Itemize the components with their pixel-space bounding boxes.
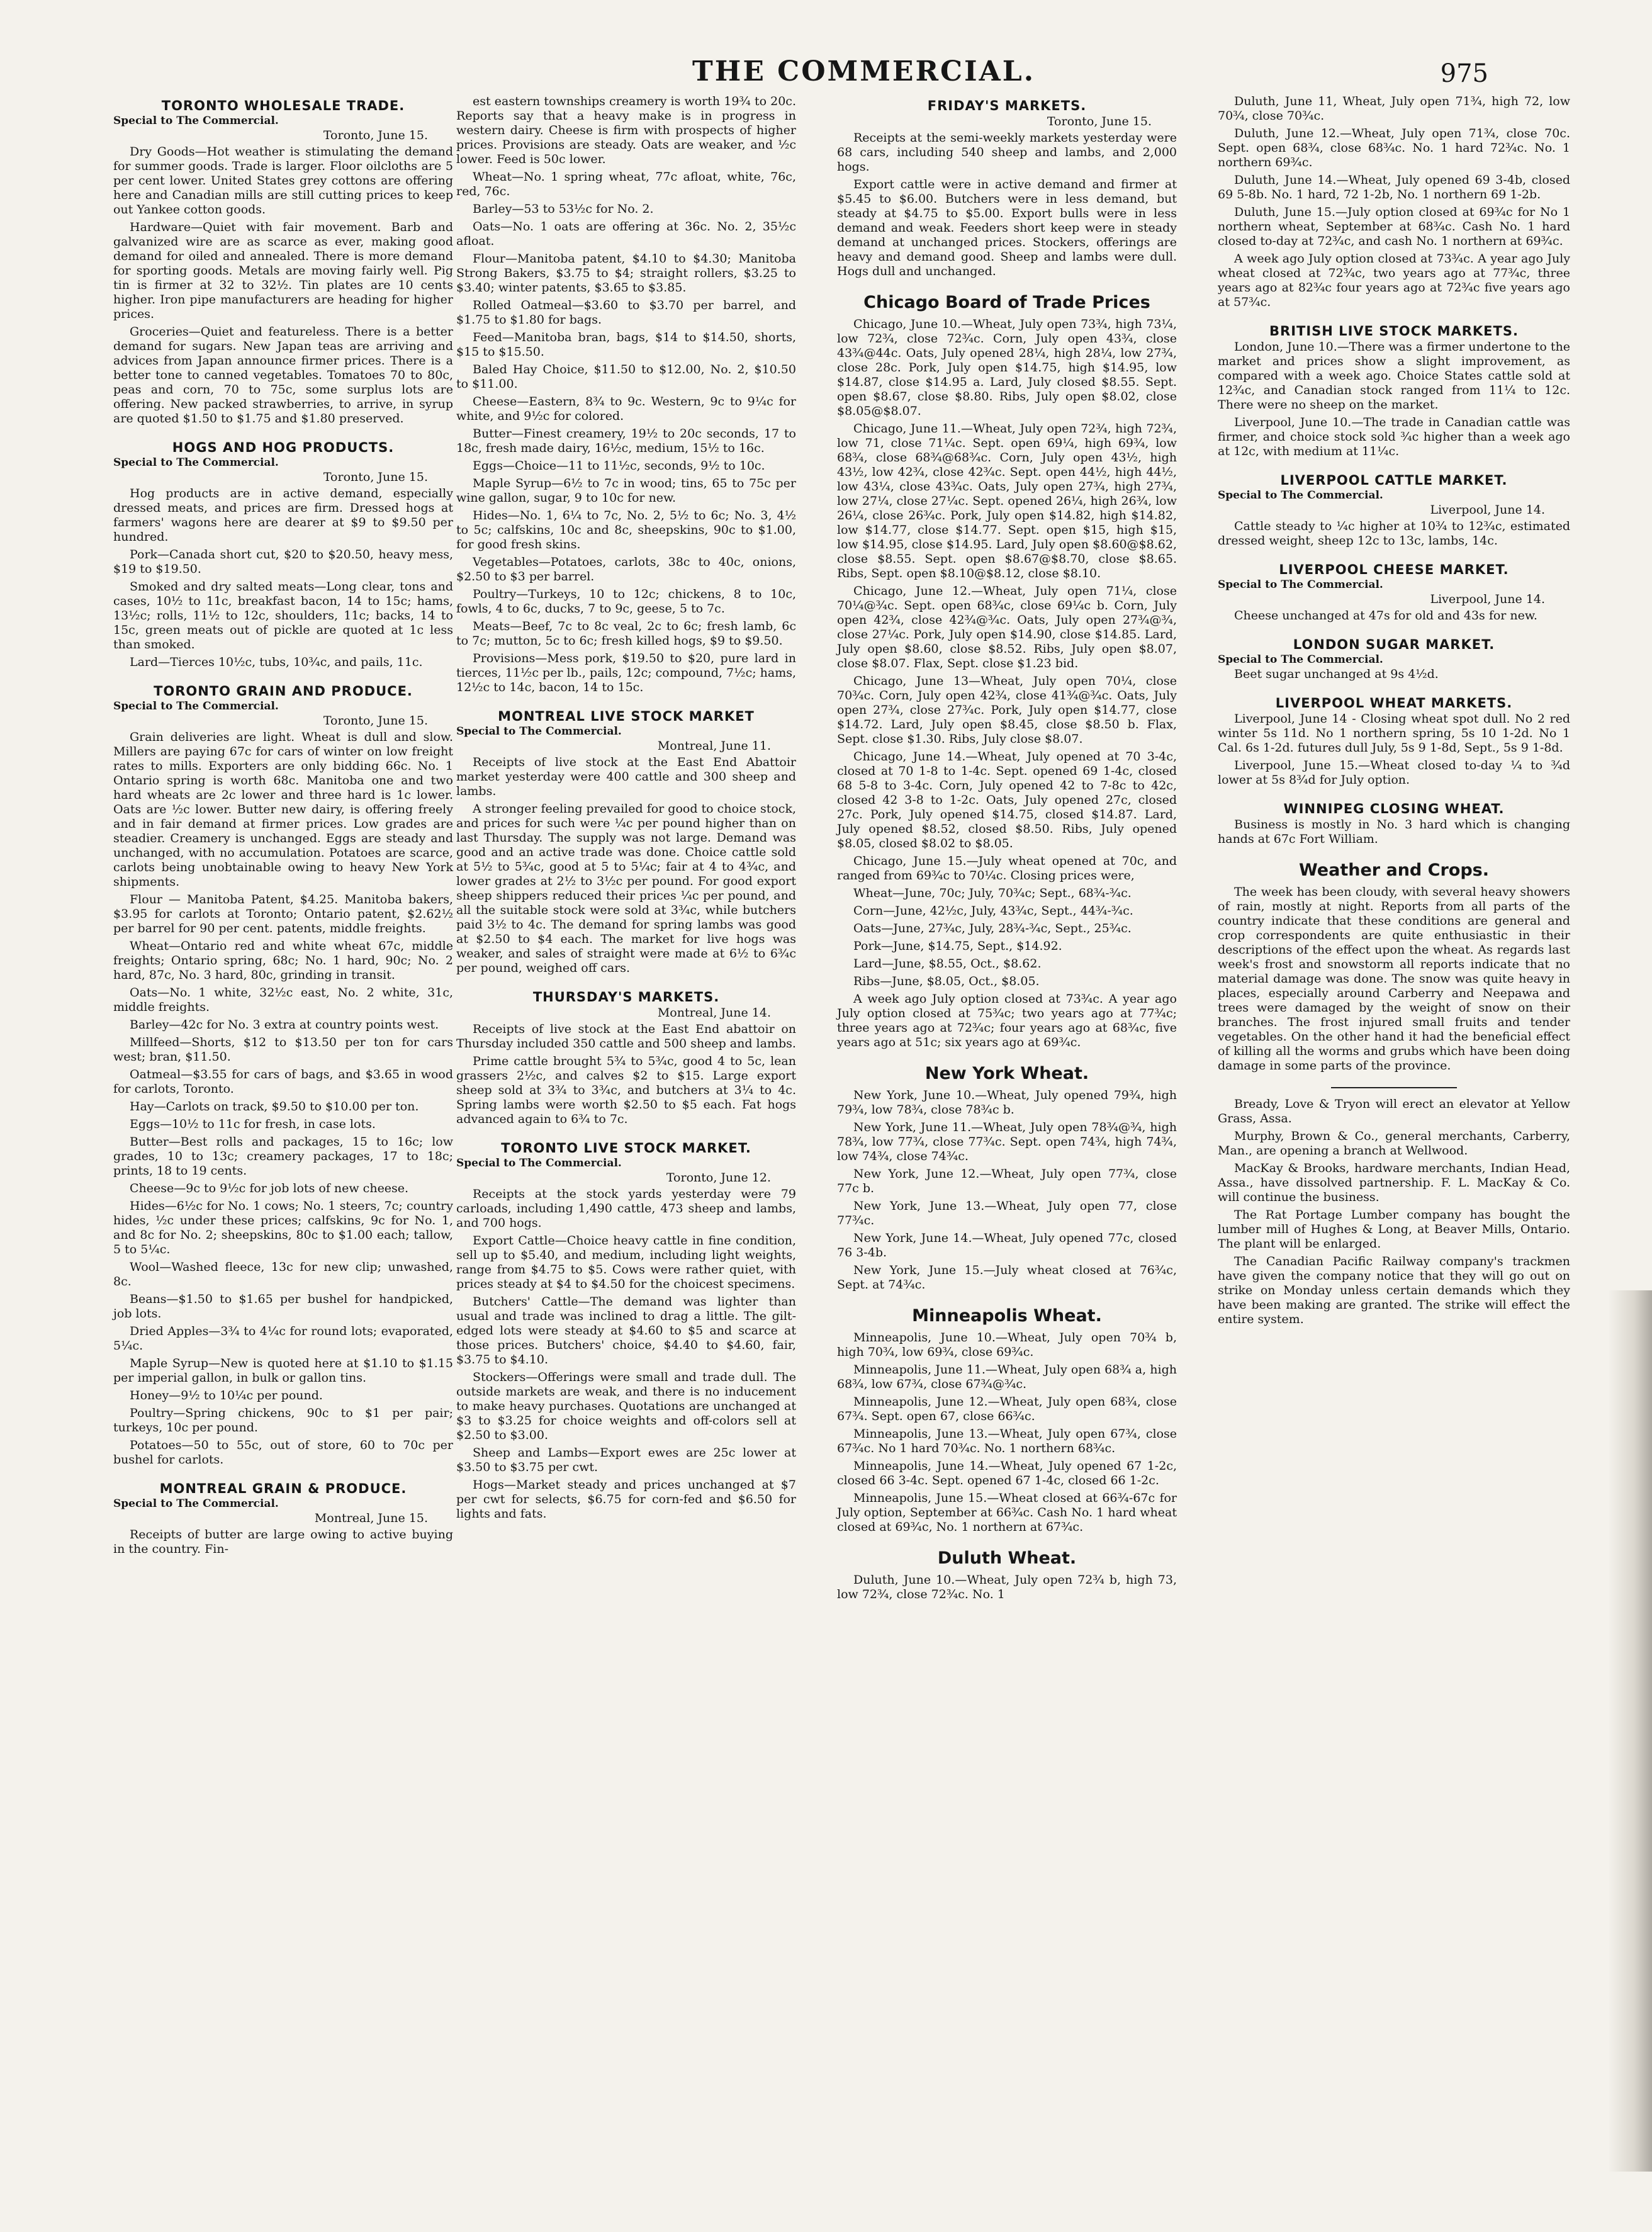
article-paragraph: Barley—53 to 53½c for No. 2. [473, 202, 654, 216]
article-paragraph: A week ago July option closed at 73¾c. A year ago July option closed at 75¾c; two years ago at 77¾c; three years ago at 72¾c; four years ago at 68¾c, five years ago at 51c; six years ago at 69¾c. [837, 992, 1177, 1049]
article-paragraph: New York, June 12.—Wheat, July open 77¾, close 77c b. [837, 1167, 1177, 1195]
article-headline: MONTREAL GRAIN & PRODUCE. [159, 1481, 407, 1496]
article-paragraph: Prime cattle brought 5¾ to 5¾c, good 4 to 5c, lean grassers 2½c, and calves $2 to $15. Large export sheep sold at 3¾ to 3¾c, and butchers at 3¼ to 4c. Spring lambs were worth $2.50 to $5 each. Fat hogs advanced again to 6¾ to 7c. [456, 1054, 796, 1126]
article-paragraph: Murphy, Brown & Co., general merchants, Carberry, Man., are opening a branch at Wellwood. [1218, 1129, 1570, 1158]
article-paragraph: Duluth, June 14.—Wheat, July opened 69 3-4b, closed 69 5-8b. No. 1 hard, 72 1-2b, No. 1 northern 69 1-2b. [1218, 173, 1570, 201]
article-paragraph: Duluth, June 12.—Wheat, July open 71¾, close 70c. Sept. open 68¾, close 68¾c. No. 1 hard 72¾c. No. 1 northern 69¾c. [1218, 127, 1570, 169]
article-headline: Minneapolis Wheat. [912, 1306, 1102, 1326]
article-paragraph: London, June 10.—There was a firmer undertone to the market and prices show a slight improvement, as compared with a week ago. Choice States cattle sold at 12¾c, and Canadian stock ranged from 11¼ to 12c. There were no sheep on the market. [1218, 340, 1570, 412]
article-paragraph: The week has been cloudy, with several heavy showers of rain, mostly at night. Reports from all parts of the country indicate that these conditions are general and crop correspondents are quite enthusiastic in their descriptions of the effect upon the wheat. As regards last week's frost and snowstorm all reports indicate that no material damage was done. The snow was quite heavy in places, especially around Carberry and Neepawa and trees were damaged by the weight of snow on their branches. The frost injured small fruits and tender vegetables. On the other hand it had the beneficial effect of killing all the worms and grubs which have been doing damage in some parts of the province. [1218, 885, 1570, 1073]
article [837, 1548, 1177, 1602]
article-paragraph: Cheese—Eastern, 8¾ to 9c. Western, 9c to 9¼c for white, and 9½c for colored. [456, 395, 796, 423]
article-paragraph: Duluth, June 15.—July option closed at 69¾c for No 1 northern wheat, September at 68¾c. Cash No. 1 hard closed to-day at 72¾c, and cash No. 1 northern at 69¾c. [1218, 205, 1570, 248]
article-paragraph: Poultry—Turkeys, 10 to 12c; chickens, 8 to 10c, fowls, 4 to 6c, ducks, 7 to 9c, geese, 5 to 7c. [456, 587, 796, 616]
article-byline: Special to The Commercial. [1218, 578, 1383, 591]
article-paragraph: Pork—June, $14.75, Sept., $14.92. [853, 939, 1062, 953]
article-paragraph: Export cattle were in active demand and firmer at $5.45 to $6.00. Butchers were in less demand, but steady at $4.75 to $5.00. Export bulls were in less demand and weak. Feeders short keep were in steady demand at unchanged prices. Stockers, offerings are heavy and demand good. Sheep and lambs were dull. Hogs dull and unchanged. [837, 178, 1177, 278]
article-byline: Special to The Commercial. [1218, 489, 1383, 502]
article-paragraph: Duluth, June 11, Wheat, July open 71¾, high 72, low 70¾, close 70¾c. [1218, 94, 1570, 123]
article [1218, 324, 1570, 459]
article-paragraph: The Canadian Pacific Railway company's trackmen have given the company notice that they will go out on strike on Monday unless certain demands which they have been making are granted. The strike will effect the entire system. [1218, 1254, 1570, 1326]
article-headline: HOGS AND HOG PRODUCTS. [172, 440, 395, 455]
article-paragraph: Minneapolis, June 14.—Wheat, July opened 67 1-2c, closed 66 3-4c. Sept. opened 67 1-4c, closed 66 1-2c. [837, 1459, 1177, 1487]
article-paragraph: Smoked and dry salted meats—Long clear, tons and cases, 10½ to 11c, breakfast bacon, 14 to 15c; hams, 13½c; rolls, 11½ to 12c, shoulders, 11c; backs, 14 to 15c, green meats out of pickle are quoted at 1c less than smoked. [113, 580, 453, 651]
article-paragraph: Liverpool, June 14 - Closing wheat spot dull. No 2 red winter 5s 11d. No 1 northern spring, 5s 10 1-2d. No 1 Cal. 6s 1-2d. futures dull July, 5s 9 1-8d, Sept., 5s 9 1-8d. [1218, 712, 1570, 755]
article-paragraph: Hides—6½c for No. 1 cows; No. 1 steers, 7c; country hides, ½c under these prices; calfskins, 9c for No. 1, and 8c for No. 2; sheepskins, 80c to $1.00 each; tallow, 5 to 5¼c. [113, 1199, 453, 1256]
article-headline: Duluth Wheat. [937, 1548, 1077, 1568]
article [1218, 1087, 1570, 1327]
article-dateline: Montreal, June 11. [657, 739, 771, 753]
article [1218, 696, 1570, 787]
article-paragraph: Millfeed—Shorts, $12 to $13.50 per ton for cars west; bran, $11.50. [113, 1035, 453, 1064]
article-paragraph: Meats—Beef, 7c to 8c veal, 2c to 6c; fresh lamb, 6c to 7c; mutton, 5c to 6c; fresh killed hogs, $9 to $9.50. [456, 619, 796, 648]
article-paragraph: Hides—No. 1, 6¼ to 7c, No. 2, 5½ to 6c; No. 3, 4½ to 5c; calfskins, 10c and 8c, sheepskins, 90c to $1.00, for good fresh skins. [456, 509, 796, 551]
article-paragraph: Minneapolis, June 10.—Wheat, July open 70¾ b, high 70¾, low 69¾, close 69¾c. [837, 1331, 1177, 1359]
article-headline: Chicago Board of Trade Prices [863, 293, 1150, 312]
article-paragraph: Butchers' Cattle—The demand was lighter than usual and trade was inclined to drag a little. The gilt-edged lots were steady at $4.60 to $5 and scarce at those prices. Butchers' choice, $4.40 to $4.60, fair, $3.75 to $4.10. [456, 1295, 796, 1367]
article-paragraph: Eggs—10½ to 11c for fresh, in case lots. [130, 1117, 376, 1131]
article-headline: LIVERPOOL CATTLE MARKET. [1280, 473, 1508, 488]
article-paragraph: Hay—Carlots on track, $9.50 to $10.00 per ton. [130, 1100, 419, 1113]
column-4 [1218, 94, 1570, 1341]
article-dateline: Liverpool, June 14. [1430, 503, 1545, 517]
article-headline: WINNIPEG CLOSING WHEAT. [1283, 801, 1505, 816]
article-dateline: Toronto, June 15. [323, 714, 428, 728]
article-paragraph: Lard—Tierces 10½c, tubs, 10¾c, and pails, 11c. [130, 655, 423, 669]
article-paragraph: Vegetables—Potatoes, carlots, 38c to 40c, onions, $2.50 to $3 per barrel. [456, 555, 796, 583]
article-paragraph: Cheese unchanged at 47s for old and 43s for new. [1234, 609, 1537, 623]
article-paragraph: Baled Hay Choice, $11.50 to $12.00, No. 2, $10.50 to $11.00. [456, 363, 796, 391]
article-paragraph: Barley—42c for No. 3 extra at country points west. [130, 1018, 439, 1032]
article-paragraph: Oatmeal—$3.55 for cars of bags, and $3.65 in wood for carlots, Toronto. [113, 1068, 453, 1096]
article-byline: Special to The Commercial. [1218, 653, 1383, 666]
article-dateline: Toronto, June 15. [323, 128, 428, 142]
article-headline: LIVERPOOL CHEESE MARKET. [1279, 562, 1509, 577]
article-paragraph: Business is mostly in No. 3 hard which is changing hands at 67c Fort William. [1218, 818, 1570, 846]
article-byline: Special to The Commercial. [456, 725, 622, 738]
article-paragraph: Receipts at the semi-weekly markets yesterday were 68 cars, including 540 sheep and lambs, and 2,000 hogs. [837, 131, 1177, 174]
article-dateline: Toronto, June 15. [1047, 115, 1152, 128]
article [1218, 473, 1570, 548]
article-paragraph: Bready, Love & Tryon will erect an elevator at Yellow Grass, Assa. [1218, 1097, 1570, 1125]
article-byline: Special to The Commercial. [113, 456, 279, 469]
article [1218, 860, 1570, 1073]
article-paragraph: Stockers—Offerings were small and trade dull. The outside markets are weak, and there is no inducement to make heavy purchases. Quotations are unchanged at $3 to $3.25 for choice weights and off-colors sell at $2.50 to $3.00. [456, 1370, 796, 1442]
article-paragraph: Hogs—Market steady and prices unchanged at $7 per cwt for selects, $6.75 for corn-fed and $6.50 for lights and fats. [456, 1478, 796, 1521]
article-paragraph: Dried Apples—3¾ to 4¼c for round lots; evaporated, 5¼c. [113, 1324, 453, 1353]
article-dateline: Montreal, June 15. [314, 1511, 428, 1525]
article-dateline: Toronto, June 15. [323, 470, 428, 484]
article-paragraph: Provisions—Mess pork, $19.50 to $20, pure lard in tierces, 11½c per lb., pails, 12c; compound, 7½c; hams, 12½c to 14c, bacon, 14 to 15c. [456, 651, 797, 694]
column-3 [837, 94, 1177, 1616]
article-paragraph: Minneapolis, June 12.—Wheat, July open 68¾, close 67¾. Sept. open 67, close 66¾c. [837, 1395, 1177, 1423]
article [456, 94, 796, 695]
article-headline: LIVERPOOL WHEAT MARKETS. [1275, 696, 1513, 711]
article [113, 684, 453, 1467]
article [1218, 562, 1570, 623]
article-paragraph: Wheat—June, 70c; July, 70¾c; Sept., 68¾-¾c. [853, 886, 1132, 900]
article-paragraph: Duluth, June 10.—Wheat, July open 72¾ b, high 73, low 72¾, close 72¾c. No. 1 [837, 1573, 1177, 1601]
article-paragraph: New York, June 11.—Wheat, July open 78¾@¾, high 78¾, low 77¾, close 77¾c. Sept. open 74¾, high 74¾, low 74¾, close 74¾c. [837, 1120, 1177, 1163]
article-headline: Weather and Crops. [1298, 860, 1489, 880]
article-paragraph: Sheep and Lambs—Export ewes are 25c lower at $3.50 to $3.75 per cwt. [456, 1446, 796, 1474]
article-paragraph: Ribs—June, $8.05, Oct., $8.05. [853, 974, 1040, 988]
article-paragraph: Receipts at the stock yards yesterday were 79 carloads, including 1,490 cattle, 473 sheep and lambs, and 700 hogs. [456, 1187, 796, 1230]
article-paragraph: Wheat—Ontario red and white wheat 67c, middle freights; Ontario spring, 68c; No. 1 hard, 90c; No. 2 hard, 87c, No. 3 hard, 80c, grinding in transit. [113, 939, 453, 982]
article-headline: BRITISH LIVE STOCK MARKETS. [1269, 324, 1519, 339]
article [456, 709, 796, 976]
article-headline: LONDON SUGAR MARKET. [1293, 637, 1495, 652]
article-paragraph: New York, June 13.—Wheat, July open 77, close 77¾c. [837, 1199, 1177, 1227]
article-paragraph: Hardware—Quiet with fair movement. Barb and galvanized wire are as scarce as ever, making good demand for oiled and annealed. There is more demand for sporting goods. Metals are moving fairly well. Pig tin is firmer at 32 to 32½. Tin plates are 10 cents higher. Iron pipe manufacturers are heading for higher prices. [113, 220, 453, 321]
article-dateline: Montreal, June 14. [657, 1006, 771, 1020]
article [456, 989, 796, 1127]
article-paragraph: Minneapolis, June 15.—Wheat closed at 66¾-67c for July option, September at 66¾c. Cash No. 1 hard wheat closed at 69¾c, No. 1 northern at 67¾c. [837, 1491, 1177, 1534]
article [1218, 94, 1570, 310]
article-byline: Special to The Commercial. [113, 115, 279, 127]
article [837, 1064, 1177, 1292]
article-paragraph: Export Cattle—Choice heavy cattle in fine condition, sell up to $5.40, and medium, including light weights, range from $4.75 to $5. Cows were rather quiet, with prices steady at $4 to $4.50 for the choicest specimens. [456, 1234, 796, 1291]
article-headline: THURSDAY'S MARKETS. [532, 989, 720, 1005]
article-paragraph: Receipts of live stock at the East End abattoir on Thursday included 350 cattle and 500 sheep and lambs. [456, 1022, 796, 1051]
article [837, 98, 1177, 279]
article-paragraph: Butter—Finest creamery, 19½ to 20c seconds, 17 to 18c, fresh made dairy, 16½c, medium, 15½ to 16c. [456, 427, 796, 455]
article-byline: Special to The Commercial. [113, 700, 279, 713]
article-paragraph: Cattle steady to ¼c higher at 10¾ to 12¾c, estimated dressed weight, sheep 12c to 13c, lambs, 14c. [1218, 519, 1570, 548]
article-headline: TORONTO LIVE STOCK MARKET. [501, 1141, 751, 1156]
article [113, 98, 453, 426]
article-paragraph: Oats—No. 1 oats are offering at 36c. No. 2, 35½c afloat. [456, 220, 796, 248]
article-headline: TORONTO GRAIN AND PRODUCE. [154, 684, 413, 699]
article-paragraph: New York, June 10.—Wheat, July opened 79¾, high 79¾, low 78¾, close 78¾c b. [837, 1088, 1177, 1117]
article-byline: Special to The Commercial. [456, 1157, 622, 1170]
article-paragraph: Chicago, June 10.—Wheat, July open 73¾, high 73¼, low 72¾, close 72¾c. Corn, July open 43¾, close 43¾@44c. Oats, July opened 28¼, high 28¼, low 27¾, close 28c. Pork, July open $14.75, high $14.95, low $14.87, close $14.95 a. Lard, July closed $8.55. Sept. open $8.67, close $8.80. Ribs, July open $8.02, close $8.05@$8.07. [837, 317, 1177, 418]
article [113, 1481, 453, 1557]
article-paragraph: Liverpool, June 15.—Wheat closed to-day ¼ to ¾d lower at 5s 8¾d for July option. [1218, 758, 1570, 787]
article-paragraph: Flour — Manitoba Patent, $4.25. Manitoba bakers, $3.95 for carlots at Toronto; Ontario patent, $2.62½ per barrel for 90 per cent. patents, middle freights. [113, 893, 453, 935]
article-paragraph: Chicago, June 11.—Wheat, July open 72¾, high 72¾, low 71, close 71¼c. Sept. open 69¼, high 69¾, low 68¾, close 68¾@68¾c. Corn, July open 43½, high 43½, low 42¾, close 42¾c. Sept. open 44½, high 44½, low 43¼, close 43¾c. Oats, July open 27¾, high 27¾, low 27¼, close 27¼c. Sept. opened 26¼, high 26¾, low 26¼, close 26¾c. Pork, July open $14.82, high $14.82, low $14.77, close $14.77. Sept. open $15, high $15, low $14.95, close $14.95. Lard, July open $8.60@$8.62, close $8.55. Sept. open $8.67@$8.70, close $8.65. Ribs, Sept. open $8.10@$8.12, close $8.10. [837, 422, 1177, 580]
article-paragraph: Flour—Manitoba patent, $4.10 to $4.30; Manitoba Strong Bakers, $3.75 to $4; straight rollers, $3.25 to $3.40; winter patents, $3.65 to $3.85. [456, 252, 796, 295]
article-paragraph: Cheese—9c to 9½c for job lots of new cheese. [130, 1181, 409, 1195]
article-paragraph: Wool—Washed fleece, 13c for new clip; unwashed, 8c. [113, 1260, 453, 1288]
article-paragraph: Receipts of butter are large owing to active buying in the country. Fin- [113, 1528, 453, 1556]
article [1218, 801, 1570, 847]
article-headline: FRIDAY'S MARKETS. [927, 98, 1087, 113]
article-paragraph: Minneapolis, June 13.—Wheat, July open 67¾, close 67¾c. No 1 hard 70¾c. No. 1 northern 68¾c. [837, 1427, 1177, 1455]
article-paragraph: Wheat—No. 1 spring wheat, 77c afloat, white, 76c, red, 76c. [456, 170, 796, 198]
article [113, 440, 453, 670]
article-paragraph: Oats—June, 27¾c, July, 28¾-¾c, Sept., 25¾c. [853, 922, 1132, 935]
article-paragraph: Maple Syrup—New is quoted here at $1.10 to $1.15 per imperial gallon, in bulk or gallon tins. [113, 1356, 453, 1385]
article-headline: MONTREAL LIVE STOCK MARKET [498, 709, 755, 724]
article-paragraph: Groceries—Quiet and featureless. There is a better demand for sugars. New Japan teas are arriving and advices from Japan announce firmer prices. There is a better tone to canned vegetables. Tomatoes 70 to 80c, peas and corn, 70 to 75c, some surplus lots are offering. New packed strawberries, to arrive, in syrup are quoted $1.50 to $1.75 and $1.80 preserved. [113, 325, 453, 426]
article-paragraph: Potatoes—50 to 55c, out of store, 60 to 70c per bushel for carlots. [113, 1438, 453, 1467]
article-dateline: Liverpool, June 14. [1430, 592, 1545, 606]
article-paragraph: Honey—9½ to 10¼c per pound. [130, 1389, 323, 1402]
article-paragraph: A stronger feeling prevailed for good to choice stock, and prices for such were ¼c per pound higher than on last Thursday. The supply was not large. Demand was good and an active trade was done. Choice cattle sold at 5½ to 5¾c, good at 5 to 5¼c; fair at 4 to 4¾c, and lower grades at 2½ to 3½c per pound. For good export sheep shippers reduced their prices ¼c per pound, and all the suitable stock were sold at 3¾c, while butchers paid 3½ to 4c. The demand for spring lambs was good at $2.50 to $4 each. The market for live hogs was weaker, and sales of straight were made at 6½ to 6¾c per pound, weighed off cars. [456, 802, 796, 975]
article-paragraph: Chicago, June 13—Wheat, July open 70¼, close 70¾c. Corn, July open 42¾, close 41¾@¾c. Oats, July open 27¾, close 27¾c. Pork, July open $14.77, close $14.72. Lard, July open $8.45, close $8.50 b. Flax, Sept. close $1.30. Ribs, July close $8.07. [837, 674, 1177, 746]
article-paragraph: Receipts of live stock at the East End Abattoir market yesterday were 400 cattle and 300 sheep and lambs. [456, 755, 796, 798]
article-paragraph: Pork—Canada short cut, $20 to $20.50, heavy mess, $19 to $19.50. [113, 548, 453, 576]
article [837, 293, 1177, 1050]
article-paragraph: MacKay & Brooks, hardware merchants, Indian Head, Assa., have dissolved partnership. F. L. MacKay & Co. will continue the business. [1218, 1161, 1570, 1204]
article-paragraph: Beans—$1.50 to $1.65 per bushel for handpicked, job lots. [113, 1292, 453, 1321]
article-paragraph: Grain deliveries are light. Wheat is dull and slow. Millers are paying 67c for cars of winter on low freight rates to mills. Exporters are only bidding 66c. No. 1 Ontario spring is worth 68c. Manitoba one and two hard wheats are 2c lower and three hard is 1c lower. Oats are ½c lower. Butter new dairy, is offering freely and in fair demand at firmer prices. Low grades are steadier. Creamery is unchanged. Eggs are steady and unchanged, with no accumulation. Potatoes are scarce, carlots being unobtainable owing to heavy New York shipments. [113, 730, 453, 889]
article-headline: TORONTO WHOLESALE TRADE. [161, 98, 405, 113]
article-paragraph: Eggs—Choice—11 to 11½c, seconds, 9½ to 10c. [473, 459, 765, 473]
article-paragraph: Feed—Manitoba bran, bags, $14 to $14.50, shorts, $15 to $15.50. [456, 330, 796, 359]
article-paragraph: New York, June 14.—Wheat, July opened 77c, closed 76 3-4b. [837, 1231, 1177, 1260]
article-paragraph: Chicago, June 14.—Wheat, July opened at 70 3-4c, closed at 70 1-8 to 1-4c. Sept. opened 69 1-4c, closed 68 5-8 to 3-4c. Corn, July opened 42 to 7-8c to 42c, closed 42 3-8 to 1-2c. Oats, July opened 27c, closed 27c. Pork, July opened $14.75, closed $14.87. Lard, July opened $8.52, closed $8.50. Ribs, July opened $8.05, closed $8.02 to $8.05. [837, 750, 1177, 850]
article-byline: Special to The Commercial. [113, 1497, 279, 1510]
article-paragraph: Minneapolis, June 11.—Wheat, July open 68¾ a, high 68¾, low 67¾, close 67¾@¾c. [837, 1363, 1177, 1391]
article-paragraph: Hog products are in active demand, especially dressed meats, and prices are firm. Dressed hogs at farmers' wagons here are dearer at $9 to $9.50 per hundred. [113, 487, 453, 544]
article-dateline: Toronto, June 12. [666, 1171, 771, 1185]
article-paragraph: Chicago, June 12.—Wheat, July open 71¼, close 70¼@¾c. Sept. open 68¾c, close 69¼c b. Corn, July open 42¾, close 42¾@¾c. Oats, July open 27¾@¾, close 27¼c. Pork, July open $14.90, close $14.85. Lard, July open $8.60, close $8.52. Ribs, July open $8.07, close $8.07. Flax, Sept. close $1.23 bid. [837, 584, 1177, 670]
article [837, 1306, 1177, 1535]
article-paragraph: est eastern townships creamery is worth 19¾ to 20c. Reports say that a heavy make is in progress in western dairy. Cheese is firm with prospects of higher prices. Provisions are steady. Oats are weaker, and ½c lower. Feed is 50c lower. [456, 94, 796, 166]
masthead-title: THE COMMERCIAL. [692, 55, 1036, 87]
article [1218, 637, 1570, 682]
article-paragraph: New York, June 15.—July wheat closed at 76¾c, Sept. at 74¾c. [837, 1263, 1177, 1292]
article-paragraph: Rolled Oatmeal—$3.60 to $3.70 per barrel, and $1.75 to $1.80 for bags. [456, 298, 796, 327]
scan-edge-shadow [1608, 1290, 1652, 2172]
article-paragraph: A week ago July option closed at 73¾c. A year ago July wheat closed at 72¾c, two years ago at 77¾c, three years ago at 82¾c four years ago at 72¾c five years ago at 57¾c. [1218, 252, 1570, 309]
article-paragraph: Liverpool, June 10.—The trade in Canadian cattle was firmer, and choice stock sold ¾c higher than a week ago at 12c, with medium at 11¼c. [1218, 415, 1570, 458]
article-paragraph: Maple Syrup—6½ to 7c in wood; tins, 65 to 75c per wine gallon, sugar, 9 to 10c for new. [456, 476, 796, 505]
article-paragraph: Dry Goods—Hot weather is stimulating the demand for summer goods. Trade is larger. Floor oilcloths are 5 per cent lower. United States grey cottons are offering here and Canadian mills are still cutting prices to keep out Yankee cotton goods. [113, 145, 453, 217]
article-paragraph: Chicago, June 15.—July wheat opened at 70c, and ranged from 69¾c to 70¼c. Closing prices were, [837, 854, 1177, 882]
page-number: 975 [1440, 59, 1488, 88]
article-paragraph: Oats—No. 1 white, 32½c east, No. 2 white, 31c, middle freights. [113, 986, 453, 1014]
article-paragraph: Poultry—Spring chickens, 90c to $1 per pair; turkeys, 10c per pound. [113, 1406, 453, 1434]
column-1 [113, 94, 453, 1570]
article-paragraph: Beet sugar unchanged at 9s 4½d. [1234, 667, 1439, 681]
article [456, 1141, 796, 1521]
column-2 [456, 94, 796, 1535]
section-rule [1331, 1087, 1457, 1088]
article-paragraph: Corn—June, 42½c, July, 43¾c, Sept., 44¾-¾c. [853, 904, 1133, 918]
article-paragraph: Butter—Best rolls and packages, 15 to 16c; low grades, 10 to 13c; creamery packages, 17 to 18c; prints, 18 to 19 cents. [113, 1135, 453, 1178]
article-headline: New York Wheat. [924, 1064, 1089, 1083]
article-paragraph: The Rat Portage Lumber company has bought the lumber mill of Hughes & Long, at Beaver Mills, Ontario. The plant will be enlarged. [1218, 1208, 1570, 1251]
article-paragraph: Lard—June, $8.55, Oct., $8.62. [853, 957, 1042, 971]
